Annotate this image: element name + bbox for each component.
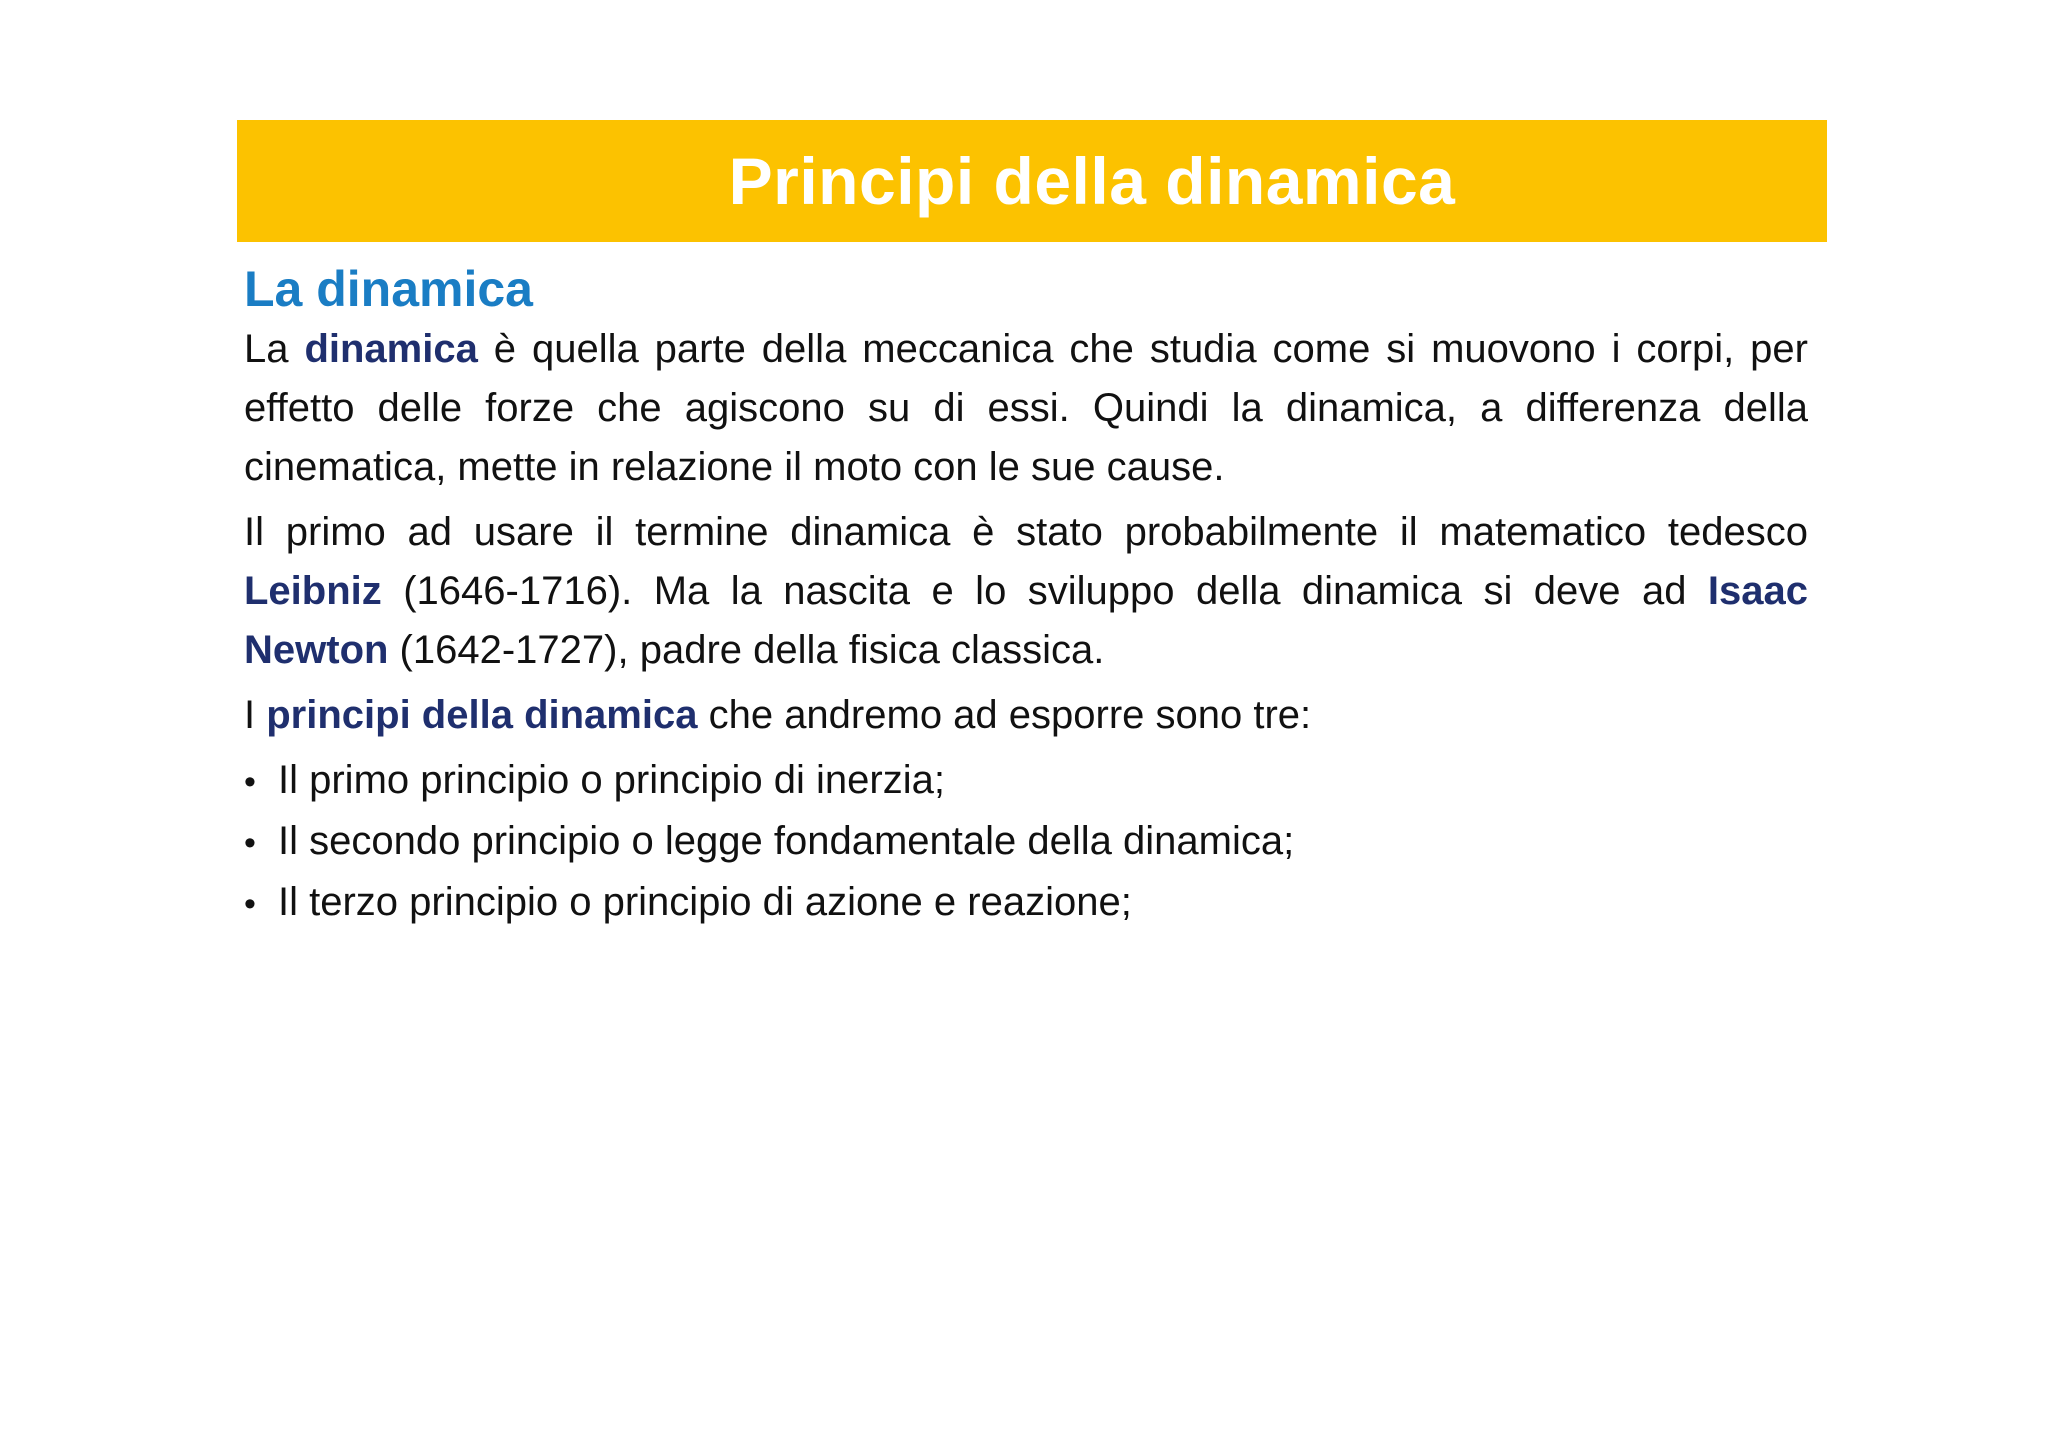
list-item — [244, 751, 1808, 812]
paragraph-definition-pre: La — [244, 327, 305, 371]
bullet-icon: • — [244, 824, 256, 862]
list-item — [244, 812, 1808, 873]
term-dinamica: dinamica — [304, 327, 478, 371]
bullet-icon: • — [244, 885, 256, 923]
slide-content — [244, 256, 1808, 934]
paragraph-definition-post: è quella parte della meccanica che studia come si muovono i corpi, per effetto delle forze che agiscono su di essi. Quindi la dinamica, a differenza della cinematica, mette in relazione il moto con le sue cause. — [244, 327, 1808, 489]
paragraph-history-pre: Il primo ad usare il termine dinamica è stato probabilmente il matematico tedesco — [244, 510, 1808, 554]
term-principi: principi della dinamica — [266, 693, 698, 737]
paragraph-history-post: (1642-1727), padre della fisica classica. — [388, 628, 1105, 672]
principles-list — [244, 751, 1808, 934]
paragraph-history-mid: (1646-1716). Ma la nascita e lo sviluppo della dinamica si deve ad — [381, 569, 1708, 613]
paragraph-definition — [244, 320, 1808, 497]
paragraph-history — [244, 503, 1808, 680]
section-subtitle: La dinamica — [244, 261, 533, 317]
list-item-text: Il secondo principio o legge fondamentale della dinamica; — [278, 819, 1295, 863]
title-banner — [237, 120, 1827, 242]
paragraph-intro-principles — [244, 686, 1808, 745]
slide-title: Principi della dinamica — [728, 144, 1456, 218]
list-item-text: Il primo principio o principio di inerzia; — [278, 758, 945, 802]
name-leibniz: Leibniz — [244, 569, 382, 613]
name-newton: Isaac Newton — [244, 569, 1808, 672]
list-item — [244, 873, 1808, 934]
bullet-icon: • — [244, 763, 256, 801]
list-item-text: Il terzo principio o principio di azione e reazione; — [278, 880, 1132, 924]
paragraph-intro-pre: I — [244, 693, 267, 737]
paragraph-intro-post: che andremo ad esporre sono tre: — [697, 693, 1312, 737]
